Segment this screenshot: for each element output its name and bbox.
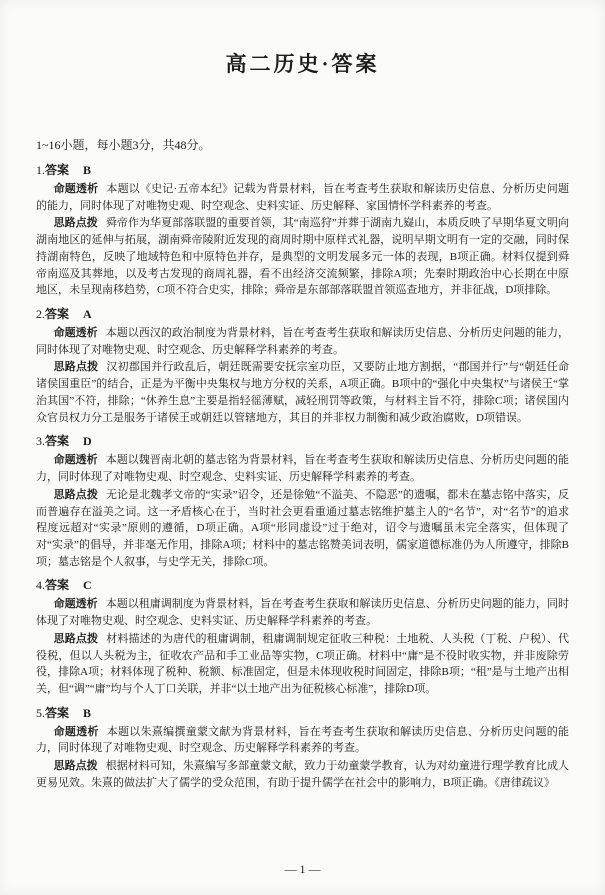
analysis-paragraph xyxy=(36,452,569,485)
answer-item-1 xyxy=(36,161,569,299)
hint-text: 无论是北魏孝文帝的“实录”诏令，还是徐勉“不溢美、不隐恶”的遗嘱，都未在墓志铭中落实，反而普遍存在溢美之词。这一矛盾核心在于，当时社会更看重通过墓志铭维护墓主人的“名节”，对“名节”的追求程度远超对“实录”原则的遵循，D项正确。A项“形同虚设”过于绝对，诏令与遗嘱虽未完全落实，但体现了对“实录”的倡导，并非毫无作用，排除A项；材料中的墓志铭赞美词表明，儒家道德标准仍为人所遵守，排除B项；墓志铭是个人叙事，与史学无关，排除C项。 xyxy=(36,488,570,568)
answer-label: 答案 xyxy=(45,163,70,177)
analysis-label: 命题透析 xyxy=(53,183,99,195)
answer-label: 答案 xyxy=(45,578,70,593)
analysis-paragraph xyxy=(36,596,569,629)
hint-label: 思路点拨 xyxy=(53,488,98,501)
analysis-text: 本题以魏晋南北朝的墓志铭为背景材料，旨在考查考生获取和解读历史信息、分析历史问题的能力，同时体现了对唯物史观、时空观念、史料实证、历史解释学科素养的考查。 xyxy=(36,454,569,484)
answer-item-3 xyxy=(36,432,569,570)
page-number: — 1 — xyxy=(284,862,321,876)
hint-label: 思路点拨 xyxy=(53,760,98,773)
answer-item-5 xyxy=(36,704,569,792)
hint-paragraph xyxy=(36,631,569,698)
answer-line xyxy=(36,161,569,178)
answer-label: 答案 xyxy=(45,434,70,449)
analysis-text: 本题以朱熹编撰童蒙文献为背景材料，旨在考查考生获取和解读历史信息、分析历史问题的能力，同时体现了对唯物史观、时空观念、历史解释学科素养的考查。 xyxy=(36,725,570,755)
answer-letter: C xyxy=(83,578,92,593)
answer-letter: A xyxy=(83,307,92,322)
answer-line xyxy=(36,432,569,449)
question-number: 5. xyxy=(36,705,45,720)
answer-label: 答案 xyxy=(45,705,70,720)
question-number: 3. xyxy=(36,434,45,449)
hint-label: 思路点拨 xyxy=(53,632,99,645)
hint-paragraph xyxy=(36,215,569,299)
analysis-label: 命题透析 xyxy=(53,598,98,611)
analysis-label: 命题透析 xyxy=(53,454,98,467)
question-number: 4. xyxy=(36,578,45,593)
answer-item-4 xyxy=(36,576,569,697)
answer-line xyxy=(36,704,569,721)
answer-line xyxy=(36,576,569,593)
answer-item-2 xyxy=(36,305,569,426)
hint-label: 思路点拨 xyxy=(53,217,98,230)
hint-text: 汉初郡国并行政乱后，朝廷既需要安抚宗室功臣，又要防止地方割据，“郡国并行”与“朝廷任命诸侯国重臣”的结合，正是为平衡中央集权与地方分权的关系，A项正确。B项中的“强化中央集权”与诸侯王“掌治其国”不符，排除；“休养生息”主要是指轻徭薄赋，减轻刑罚等政策，与材料主旨不符，排除C项；诸侯国内众官员权力分工是服务于诸侯王或朝廷以管辖地方，其目的并非权力制衡和减少政治腐败，D项错误。 xyxy=(36,361,569,424)
page-title: 高二历史·答案 xyxy=(225,52,380,76)
hint-paragraph xyxy=(36,758,569,791)
answer-letter: D xyxy=(83,434,92,449)
hint-paragraph xyxy=(36,359,569,426)
analysis-text: 本题以《史记·五帝本纪》记载为背景材料，旨在考查考生获取和解读历史信息、分析历史问题的能力，同时体现了对唯物史观、时空观念、史料实证、历史解释、家国情怀学科素养的考查。 xyxy=(36,183,569,212)
question-number: 2. xyxy=(36,307,45,322)
analysis-label: 命题透析 xyxy=(53,725,99,738)
analysis-text: 本题以西汉的政治制度为背景材料，旨在考查考生获取和解读历史信息、分析历史问题的能力，同时体现了对唯物史观、时空观念、历史解释学科素养的考查。 xyxy=(36,327,569,356)
answer-letter: B xyxy=(83,705,92,720)
hint-text: 材料描述的为唐代的租庸调制，租庸调制规定征收三种税：土地税、人头税（丁税、户税）、代役税，但以人头税为主，征收农产品和手工业品等实物，C项正确。材料中“庸”是不役时收实物，并非废除劳役，排除A项；材料体现了税种、税额、标准固定，但是未体现收税时间固定，排除B项；“租”是与土地产出相关，但“调”“庸”均与个人丁口关联，并非“以土地产出为征税核心标准”，排除D项。 xyxy=(36,632,570,695)
hint-text: 根据材料可知，朱熹编写多部童蒙文献，致力于幼童蒙学教育，认为对幼童进行理学教育比成人更易见效。朱熹的做法扩大了儒学的受众范围，有助于提升儒学在社会中的影响力，B项正确。《唐律疏议》 xyxy=(36,760,569,789)
hint-label: 思路点拨 xyxy=(53,361,99,374)
hint-text: 舜帝作为华夏部落联盟的重要首领，其“南巡狩”并葬于湖南九嶷山，本质反映了早期华夏文明向湖南地区的延伸与拓展，湖南舜帝陵附近发现的商周时期中原样式礼器，说明早期文明有一定的交融，同时保持湖南特色，反映了地域特色和中原特色并存，是典型的文明发展多元一体的表现，B项正确。材料仅提到舜帝南巡及其葬地，以及考古发现的商周礼器，看不出经济交流频繁，排除A项；先秦时期政治中心长期在中原地区，未呈现南移趋势，C项不符合史实，排除；舜帝是东部部落联盟首领巡查地方，并非征战，D项排除。 xyxy=(36,217,570,297)
question-number: 1. xyxy=(36,163,45,177)
answer-line xyxy=(36,305,569,322)
analysis-paragraph xyxy=(36,724,569,757)
analysis-label: 命题透析 xyxy=(53,327,98,340)
answer-letter: B xyxy=(83,163,92,177)
analysis-text: 本题以租庸调制度为背景材料，旨在考查考生获取和解读历史信息、分析历史问题的能力，同时体现了对唯物史观、时空观念、史料实证、历史解释学科素养的考查。 xyxy=(36,598,569,628)
hint-paragraph xyxy=(36,487,569,571)
analysis-paragraph xyxy=(36,181,569,214)
scoring-intro: 1~16小题，每小题3分，共48分。 xyxy=(36,138,211,152)
analysis-paragraph xyxy=(36,325,569,358)
answer-label: 答案 xyxy=(45,307,70,322)
